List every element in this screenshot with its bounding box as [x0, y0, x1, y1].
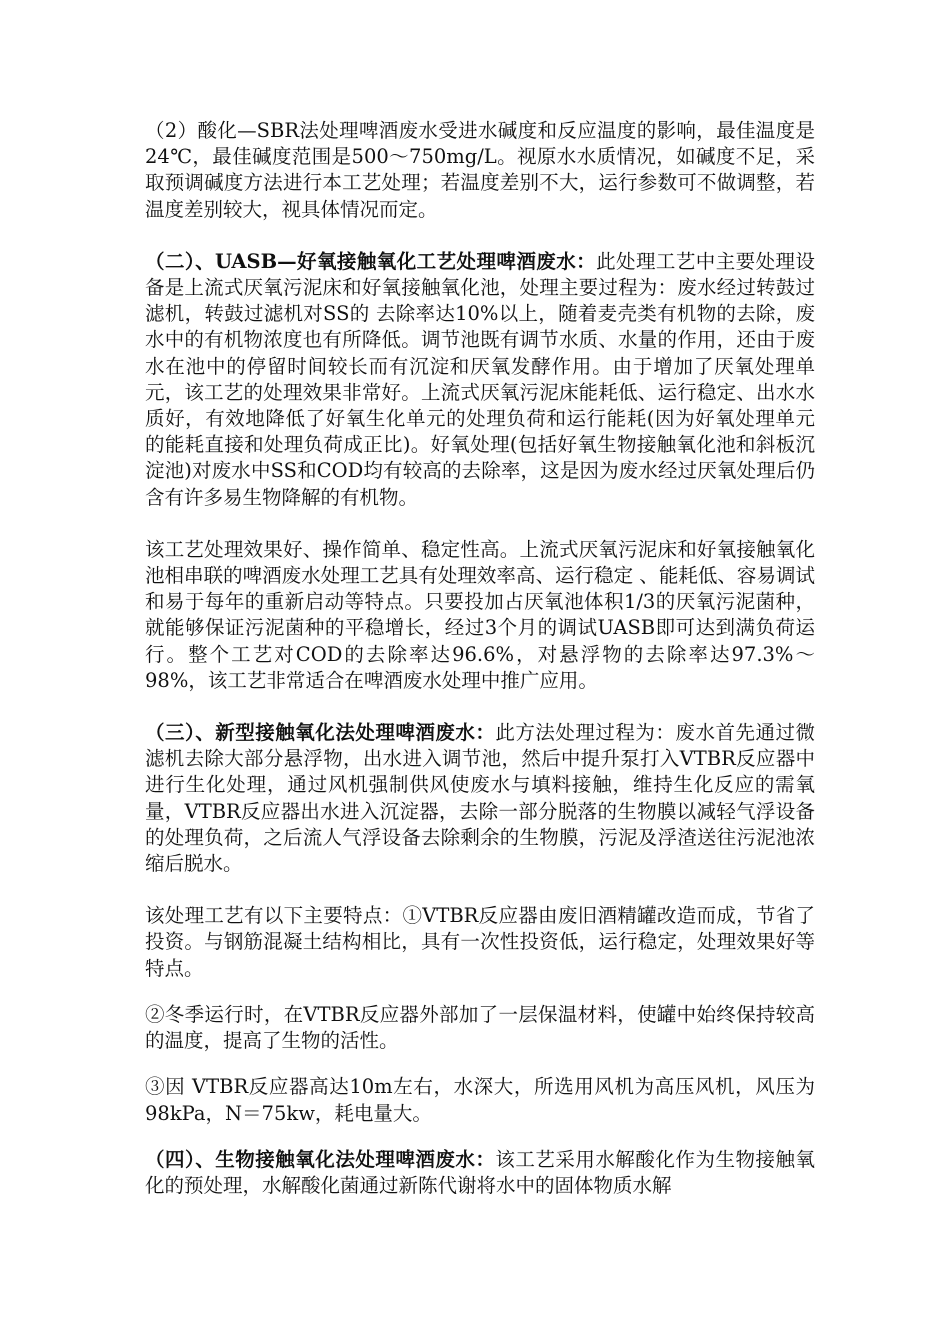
paragraph-text: 该工艺采用水解酸化作为生物接触氧化的预处理，水解酸化菌通过新陈代谢将水中的固体物质水解 — [145, 1147, 815, 1197]
paragraph-text: 该处理工艺有以下主要特点：①VTBR反应器由废旧酒精罐改造而成，节省了投资。与钢筋混凝土结构相比，具有一次性投资低，运行稳定，处理效果好等特点。 — [145, 904, 815, 980]
paragraph-text: 此方法处理过程为：废水首先通过微滤机去除大部分悬浮物，出水进入调节池，然后中提升泵打入VTBR反应器中进行生化处理，通过风机强制供风使废水与填料接触，维持生化反应的需氧量，VTBR反应器出水进入沉淀器，去除一部分脱落的生物膜以减轻气浮设备的处理负荷，之后流人气浮设备去除剩余的生物膜，污泥及浮渣送往污泥池浓缩后脱水。 — [145, 721, 815, 876]
paragraph-text: ③因 VTBR反应器高达10m左右，水深大，所选用风机为高压风机，风压为98kPa，N＝75kw，耗电量大。 — [145, 1075, 815, 1125]
paragraph-uasb-process — [145, 249, 815, 511]
paragraph-uasb-advantages — [145, 537, 815, 694]
paragraph-text: （2）酸化—SBR法处理啤酒废水受进水碱度和反应温度的影响，最佳温度是24℃，最佳碱度范围是500～750mg/L。视原水水质情况，如碱度不足，采取预调碱度方法进行本工艺处理；若温度差别不大，运行参数可不做调整，若温度差别较大，视具体情况而定。 — [145, 119, 815, 221]
section-heading-4: （四）、生物接触氧化法处理啤酒废水： — [145, 1147, 496, 1171]
paragraph-acidification-sbr — [145, 118, 815, 223]
paragraph-text: 此处理工艺中主要处理设备是上流式厌氧污泥床和好氧接触氧化池，处理主要过程为：废水经过转鼓过滤机，转鼓过滤机对SS的 去除率达10%以上，随着麦壳类有机物的去除，废水中的有机物浓度也有所降低。调节池既有调节水质、水量的作用，还由于废水在池中的停留时间较长而有沉淀和厌氧发酵作用。由于增加了厌氧处理单元，该工艺的处理效果非常好。上流式厌氧污泥床能耗低、运行稳定、出水水质好，有效地降低了好氧生化单元的处理负荷和运行能耗(因为好氧处理单元的能耗直接和处理负荷成正比)。好氧处理(包括好氧生物接触氧化池和斜板沉淀池)对废水中SS和COD均有较高的去除率，这是因为废水经过厌氧处理后仍含有许多易生物降解的有机物。 — [145, 249, 815, 509]
section-heading-3: （三）、新型接触氧化法处理啤酒废水： — [145, 721, 496, 745]
paragraph-text: 该工艺处理效果好、操作简单、稳定性高。上流式厌氧污泥床和好氧接触氧化池相串联的啤酒废水处理工艺具有处理效率高、运行稳定 、能耗低、容易调试和易于每年的重新启动等特点。只要投加占厌氧池体积1/3的厌氧污泥菌种，就能够保证污泥菌种的平稳增长，经过3个月的调试UASB即可达到满负荷运行。整个工艺对COD的去除率达96.6%，对悬浮物的去除率达97.3%～98%，该工艺非常适合在啤酒废水处理中推广应用。 — [145, 537, 815, 692]
paragraph-text: ②冬季运行时，在VTBR反应器外部加了一层保温材料，使罐中始终保持较高的温度，提高了生物的活性。 — [145, 1002, 815, 1053]
paragraph-feature-2 — [145, 1002, 815, 1054]
paragraph-feature-3 — [145, 1074, 815, 1126]
section-heading-2: （二）、UASB—好氧接触氧化工艺处理啤酒废水： — [145, 249, 597, 273]
paragraph-biological-contact-oxidation — [145, 1147, 815, 1199]
paragraph-feature-1 — [145, 903, 815, 982]
paragraph-contact-oxidation — [145, 720, 815, 877]
document-page — [145, 118, 815, 1225]
